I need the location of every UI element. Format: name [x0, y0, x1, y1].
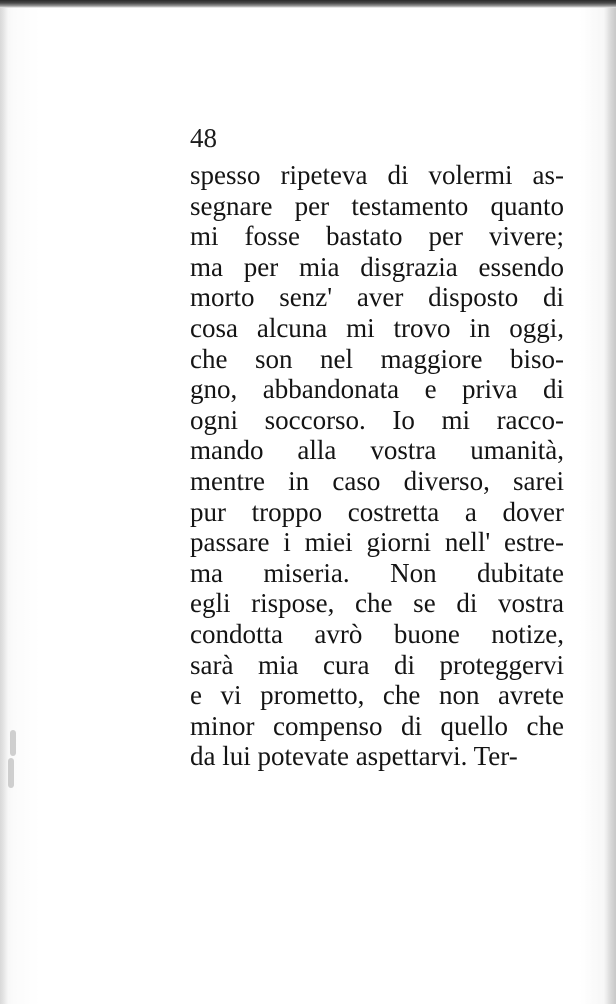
text-line: mi fosse bastato per vivere;	[190, 221, 564, 252]
text-line: gno, abbandonata e priva di	[190, 374, 564, 405]
text-line: ma per mia disgrazia essendo	[190, 251, 564, 282]
text-line: spesso ripeteva di volermi as-	[190, 160, 564, 190]
page-right-shadow	[604, 8, 616, 1004]
body-text	[190, 160, 564, 772]
text-line: sarà mia cura di proteggervi	[190, 649, 564, 680]
text-line: morto senz' aver disposto di	[190, 282, 564, 313]
text-line: egli rispose, che se di vostra	[190, 588, 564, 619]
page-left-shadow	[0, 8, 8, 1004]
text-line: condotta avrò buone notize,	[190, 618, 564, 649]
text-line: pur troppo costretta a dover	[190, 496, 564, 527]
text-line: segnare per testamento quanto	[190, 190, 564, 221]
ink-bleed-mark	[8, 758, 14, 788]
text-line: che son nel maggiore biso-	[190, 343, 564, 374]
text-line: mando alla vostra umanità,	[190, 435, 564, 466]
text-line: cosa alcuna mi trovo in oggi,	[190, 312, 564, 343]
ink-bleed-mark	[10, 730, 16, 756]
text-line: ogni soccorso. Io mi racco-	[190, 404, 564, 435]
text-line: mentre in caso diverso, sarei	[190, 465, 564, 496]
text-line: da lui potevate aspettarvi. Ter-	[190, 741, 518, 772]
text-line: ma miseria. Non dubitate	[190, 557, 564, 588]
text-line: e vi prometto, che non avrete	[190, 680, 564, 711]
page-number: 48	[190, 123, 217, 153]
page-top-edge	[0, 0, 616, 8]
text-line: minor compenso di quello che	[190, 710, 564, 741]
text-line: passare i miei giorni nell' estre-	[190, 527, 564, 558]
